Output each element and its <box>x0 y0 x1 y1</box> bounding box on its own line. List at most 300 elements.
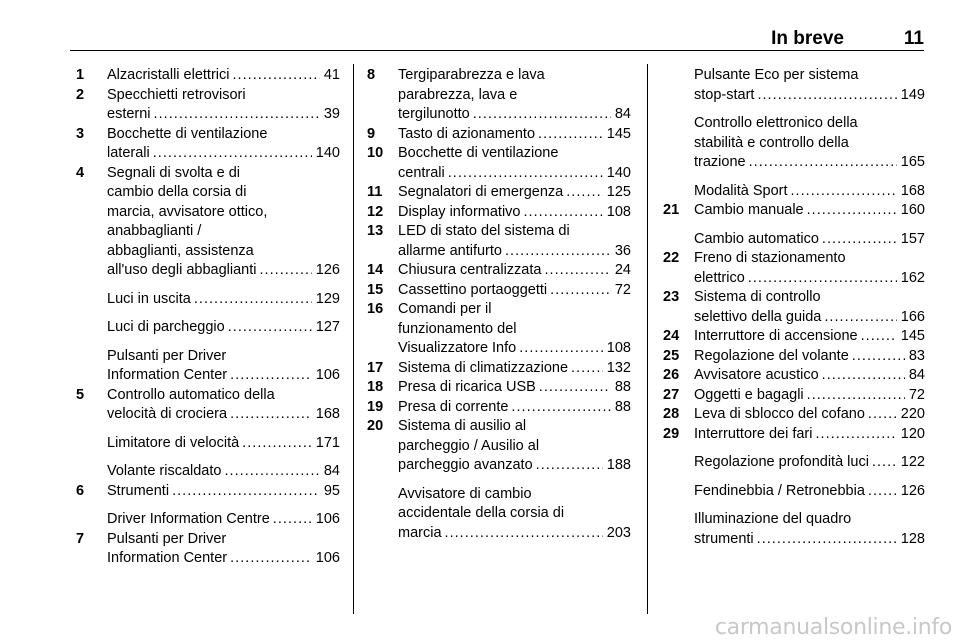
page-reference <box>694 366 925 386</box>
page-link[interactable]: 126 <box>900 482 925 499</box>
entry-text <box>107 386 340 425</box>
item-number: 11 <box>367 184 383 200</box>
index-column-1 <box>76 66 340 569</box>
entry-text <box>694 510 925 549</box>
page-reference <box>398 261 631 281</box>
page-reference <box>694 530 925 550</box>
page-link[interactable]: 41 <box>323 67 340 83</box>
entry-label: Display informativo <box>398 203 521 220</box>
entry-text <box>694 182 925 202</box>
index-entry <box>663 288 925 327</box>
page-reference <box>694 86 925 106</box>
page-reference <box>694 327 925 347</box>
entry-label: velocità di crociera <box>107 406 228 422</box>
entry-text <box>107 510 340 530</box>
page-reference <box>694 308 925 328</box>
entry-text <box>694 249 925 288</box>
entry-label: Driver Information Centre <box>107 511 270 527</box>
page-reference <box>107 482 340 502</box>
item-number: 2 <box>76 86 85 103</box>
entry-label: Strumenti <box>107 482 170 499</box>
dot-leader <box>221 462 319 482</box>
page-link[interactable]: 157 <box>900 230 925 247</box>
dot-leader <box>536 378 611 398</box>
item-number: 12 <box>367 203 384 220</box>
entry-text <box>107 318 340 338</box>
entry-label: Fendinebbia / Retronebbia <box>694 482 865 499</box>
entry-text <box>398 281 631 301</box>
entry-label: strumenti <box>694 530 754 547</box>
page-link[interactable]: 84 <box>614 106 631 122</box>
entry-line: anabbaglianti / <box>107 223 202 239</box>
dot-leader <box>533 456 603 476</box>
item-number: 17 <box>367 359 384 376</box>
index-entry <box>76 125 340 164</box>
dot-leader <box>502 242 611 262</box>
item-number: 28 <box>663 406 680 422</box>
entry-text <box>694 327 925 347</box>
entry-label: selettivo della guida <box>694 308 822 325</box>
entry-label: Cassettino portaoggetti <box>398 281 548 298</box>
dot-leader <box>535 125 603 145</box>
page-link[interactable]: 203 <box>606 524 631 541</box>
entry-line: Controllo automatico della <box>107 386 275 403</box>
index-entry <box>663 386 925 406</box>
page-link[interactable]: 125 <box>606 184 631 200</box>
index-entry <box>367 359 631 379</box>
entry-line: stabilità e controllo della <box>694 134 849 151</box>
page-reference <box>398 359 631 379</box>
index-entry <box>367 66 631 125</box>
index-entry <box>663 347 925 367</box>
entry-line: Pulsanti per Driver <box>107 530 227 547</box>
entry-label: all'uso degli abbaglianti <box>107 262 257 278</box>
page-reference <box>398 125 631 145</box>
index-entry <box>76 318 340 338</box>
page-reference <box>694 230 925 250</box>
dot-leader <box>227 366 312 386</box>
index-entry <box>663 425 925 445</box>
page-link[interactable]: 108 <box>606 340 631 356</box>
entry-label: Presa di corrente <box>398 398 509 415</box>
dot-leader <box>745 269 897 289</box>
index-entry <box>663 201 925 221</box>
entry-label: Cambio automatico <box>694 230 819 247</box>
item-number: 3 <box>76 125 85 142</box>
page-number: 11 <box>903 28 924 49</box>
dot-leader <box>869 453 897 473</box>
index-entry <box>663 405 925 425</box>
page-reference <box>107 434 340 454</box>
page-reference <box>107 261 340 281</box>
page-link[interactable]: 88 <box>614 379 631 395</box>
dot-leader <box>257 261 312 281</box>
entry-label: tergilunotto <box>398 106 470 122</box>
entry-text <box>107 347 340 386</box>
index-entry <box>76 347 340 386</box>
entry-label: Regolazione profondità luci <box>694 454 869 470</box>
entry-text <box>694 453 925 473</box>
page-reference <box>694 182 925 202</box>
page-link[interactable]: 149 <box>900 86 925 103</box>
page-link[interactable]: 188 <box>606 457 631 473</box>
entry-text <box>694 201 925 221</box>
entry-label: Sistema di climatizzazione <box>398 359 569 376</box>
page-reference <box>694 453 925 473</box>
entry-text <box>694 425 925 445</box>
index-entry <box>367 485 631 544</box>
dot-leader <box>516 339 603 359</box>
index-entry <box>663 182 925 202</box>
page-link[interactable]: 162 <box>900 269 925 286</box>
entry-text <box>694 366 925 386</box>
entry-line: Avvisatore di cambio <box>398 485 532 502</box>
entry-label: Oggetti e bagagli <box>694 386 804 403</box>
entry-label: Volante riscaldato <box>107 463 222 479</box>
page-reference <box>107 462 340 482</box>
page-link[interactable]: 106 <box>315 367 340 383</box>
entry-line: Sistema di controllo <box>694 289 821 305</box>
index-entry <box>367 281 631 301</box>
page-link[interactable]: 126 <box>315 262 340 278</box>
entry-label: Information Center <box>107 367 228 383</box>
item-number: 27 <box>663 386 680 403</box>
dot-leader <box>442 524 603 544</box>
page-link[interactable]: 145 <box>606 125 631 142</box>
index-entry <box>663 510 925 549</box>
entry-label: Avvisatore acustico <box>694 367 819 383</box>
page-reference <box>398 203 631 223</box>
entry-text <box>398 203 631 223</box>
page-reference <box>107 66 340 86</box>
page-reference <box>694 425 925 445</box>
page-header <box>70 24 924 51</box>
entry-label: Visualizzatore Info <box>398 340 517 356</box>
column-divider <box>647 64 648 614</box>
index-entry <box>367 222 631 261</box>
page-reference <box>107 290 340 310</box>
page-reference <box>694 153 925 173</box>
entry-line: parcheggio / Ausilio al <box>398 437 540 454</box>
index-entry <box>663 453 925 473</box>
item-number: 29 <box>663 425 680 442</box>
index-entry <box>76 86 340 125</box>
entry-label: Alzacristalli elettrici <box>107 67 230 83</box>
entry-label: laterali <box>107 145 150 161</box>
dot-leader <box>821 308 896 328</box>
item-number: 26 <box>663 367 680 383</box>
item-number: 9 <box>367 125 376 142</box>
page-link[interactable]: 88 <box>614 398 631 415</box>
page-link[interactable]: 166 <box>900 308 925 325</box>
entry-line: Pulsanti per Driver <box>107 347 227 364</box>
entry-line: Sistema di ausilio al <box>398 418 527 434</box>
entry-text <box>694 482 925 502</box>
page-reference <box>398 105 631 125</box>
index-entry <box>663 249 925 288</box>
entry-label: Regolazione del volante <box>694 347 849 364</box>
dot-leader <box>169 482 320 502</box>
page-link[interactable]: 165 <box>900 154 925 170</box>
entry-text <box>398 359 631 379</box>
index-entry <box>367 144 631 183</box>
entry-line: parabrezza, lava e <box>398 86 518 103</box>
index-column-2 <box>367 66 631 543</box>
entry-label: Segnalatori di emergenza <box>398 184 564 200</box>
entry-label: Limitatore di velocità <box>107 434 240 451</box>
page-reference <box>694 201 925 221</box>
dot-leader <box>819 230 897 250</box>
index-entry <box>367 203 631 223</box>
page-link[interactable]: 83 <box>908 347 925 364</box>
entry-text <box>694 114 925 173</box>
item-number: 19 <box>367 398 384 415</box>
item-number: 4 <box>76 164 85 181</box>
page-reference <box>398 398 631 418</box>
page-reference <box>398 164 631 184</box>
entry-text <box>398 300 631 359</box>
page-reference <box>398 339 631 359</box>
index-entry <box>76 462 340 482</box>
dot-leader <box>521 203 603 223</box>
item-number: 18 <box>367 379 384 395</box>
page-reference <box>398 456 631 476</box>
dot-leader <box>191 290 312 310</box>
item-number: 8 <box>367 67 376 83</box>
entry-text <box>398 378 631 398</box>
dot-leader <box>239 434 312 454</box>
page-link[interactable]: 120 <box>900 425 925 442</box>
page-reference <box>398 524 631 544</box>
entry-text <box>694 66 925 105</box>
page-reference <box>398 281 631 301</box>
entry-label: marcia <box>398 524 442 541</box>
page-link[interactable]: 84 <box>908 367 925 383</box>
dot-leader <box>804 386 905 406</box>
entry-text <box>107 462 340 482</box>
entry-label: stop-start <box>694 86 755 103</box>
item-number: 7 <box>76 530 85 547</box>
entry-line: Tergiparabrezza e lava <box>398 67 545 83</box>
entry-line: funzionamento del <box>398 320 517 337</box>
page-reference <box>107 105 340 125</box>
dot-leader <box>445 164 603 184</box>
entry-line: Illuminazione del quadro <box>694 511 852 527</box>
entry-line: accidentale della corsia di <box>398 505 565 521</box>
index-entry <box>367 300 631 359</box>
dot-leader <box>865 405 897 425</box>
entry-text <box>398 125 631 145</box>
dot-leader <box>865 482 897 502</box>
index-entry <box>367 398 631 418</box>
dot-leader <box>849 347 905 367</box>
item-number: 10 <box>367 145 384 161</box>
entry-text <box>398 222 631 261</box>
index-entry <box>76 510 340 530</box>
page-link[interactable]: 168 <box>900 182 925 199</box>
dot-leader <box>788 182 897 202</box>
page-reference <box>107 405 340 425</box>
item-number: 22 <box>663 250 680 266</box>
page-link[interactable]: 24 <box>614 262 631 278</box>
dot-leader <box>150 144 312 164</box>
index-entry <box>367 183 631 203</box>
index-entry <box>367 261 631 281</box>
entry-line: Freno di stazionamento <box>694 250 846 266</box>
entry-text <box>398 144 631 183</box>
entry-text <box>398 417 631 476</box>
item-number: 25 <box>663 347 680 364</box>
page-reference <box>694 482 925 502</box>
page-reference <box>107 144 340 164</box>
entry-line: Bocchette di ventilazione <box>398 145 559 161</box>
entry-text <box>107 66 340 86</box>
dot-leader <box>227 549 312 569</box>
index-entry <box>367 125 631 145</box>
item-number: 6 <box>76 482 85 499</box>
entry-label: Interruttore dei fari <box>694 425 813 442</box>
entry-label: parcheggio avanzato <box>398 457 533 473</box>
entry-text <box>107 530 340 569</box>
entry-text <box>398 183 631 203</box>
page-link[interactable]: 145 <box>900 328 925 344</box>
entry-line: Bocchette di ventilazione <box>107 125 268 142</box>
page-link[interactable]: 127 <box>315 319 340 335</box>
page-link[interactable]: 106 <box>315 550 340 566</box>
entry-text <box>694 230 925 250</box>
page-link[interactable]: 128 <box>900 530 925 547</box>
item-number: 23 <box>663 289 680 305</box>
entry-line: abbaglianti, assistenza <box>107 242 254 259</box>
page-link[interactable]: 108 <box>606 203 631 220</box>
dot-leader <box>541 261 610 281</box>
page-link[interactable]: 168 <box>315 406 340 422</box>
dot-leader <box>568 359 603 379</box>
dot-leader <box>746 153 897 173</box>
page-link[interactable]: 84 <box>323 463 340 479</box>
page-reference <box>398 378 631 398</box>
dot-leader <box>754 530 897 550</box>
page-link[interactable]: 122 <box>900 454 925 470</box>
entry-label: Modalità Sport <box>694 182 788 199</box>
entry-line: Pulsante Eco per sistema <box>694 67 859 83</box>
page-reference <box>398 183 631 203</box>
page-link[interactable]: 140 <box>606 164 631 181</box>
entry-line: Comandi per il <box>398 301 492 317</box>
dot-leader <box>229 66 319 86</box>
page-reference <box>107 510 340 530</box>
entry-label: Interruttore di accensione <box>694 328 858 344</box>
entry-text <box>398 398 631 418</box>
index-entry <box>663 66 925 105</box>
dot-leader <box>508 398 610 418</box>
item-number: 14 <box>367 262 384 278</box>
page-link[interactable]: 39 <box>323 106 340 122</box>
dot-leader <box>270 510 312 530</box>
section-title: In breve <box>771 28 844 49</box>
entry-line: marcia, avvisatore ottico, <box>107 203 268 220</box>
dot-leader <box>858 327 897 347</box>
item-number: 21 <box>663 202 680 218</box>
entry-text <box>398 485 631 544</box>
page-reference <box>694 386 925 406</box>
entry-label: centrali <box>398 164 445 181</box>
entry-text <box>107 482 340 502</box>
entry-label: Information Center <box>107 550 228 566</box>
page-link[interactable]: 95 <box>323 482 340 499</box>
page-link[interactable]: 72 <box>908 386 925 403</box>
entry-label: Tasto di azionamento <box>398 125 536 142</box>
page-link[interactable]: 132 <box>606 359 631 376</box>
index-entry <box>76 290 340 310</box>
index-entry <box>76 434 340 454</box>
dot-leader <box>754 86 896 106</box>
page-link[interactable]: 140 <box>315 145 340 161</box>
entry-text <box>694 405 925 425</box>
dot-leader <box>227 405 312 425</box>
index-entry <box>76 66 340 86</box>
dot-leader <box>563 183 603 203</box>
page-link[interactable]: 129 <box>315 290 340 307</box>
column-divider <box>353 64 354 614</box>
entry-text <box>694 386 925 406</box>
entry-line: Segnali di svolta e di <box>107 164 240 181</box>
page-reference <box>398 242 631 262</box>
index-entry <box>76 386 340 425</box>
index-entry <box>663 230 925 250</box>
entry-line: LED di stato del sistema di <box>398 223 570 239</box>
index-entry <box>76 164 340 281</box>
index-entry <box>76 482 340 502</box>
entry-label: esterni <box>107 106 151 122</box>
item-number: 15 <box>367 281 384 298</box>
entry-label: Leva di sblocco del cofano <box>694 406 865 422</box>
item-number: 5 <box>76 386 85 403</box>
page-link[interactable]: 160 <box>900 202 925 218</box>
entry-label: elettrico <box>694 269 745 286</box>
index-entry <box>367 417 631 476</box>
dot-leader <box>470 105 611 125</box>
page-reference <box>107 549 340 569</box>
item-number: 24 <box>663 328 680 344</box>
dot-leader <box>812 425 896 445</box>
index-entry <box>76 530 340 569</box>
page-link[interactable]: 220 <box>900 406 925 422</box>
entry-text <box>107 164 340 281</box>
page-link[interactable]: 72 <box>614 281 631 298</box>
entry-text <box>694 347 925 367</box>
entry-line: Specchietti retrovisori <box>107 86 246 103</box>
entry-label: Cambio manuale <box>694 202 804 218</box>
page-link[interactable]: 106 <box>315 511 340 527</box>
page-link[interactable]: 36 <box>614 242 631 259</box>
page-reference <box>107 318 340 338</box>
watermark-text: carmanualsonline.info <box>714 615 952 640</box>
item-number: 16 <box>367 301 384 317</box>
entry-label: Luci di parcheggio <box>107 319 225 335</box>
item-number: 1 <box>76 67 85 83</box>
dot-leader <box>547 281 611 301</box>
entry-text <box>398 261 631 281</box>
index-entry <box>663 482 925 502</box>
entry-text <box>694 288 925 327</box>
page-link[interactable]: 171 <box>315 434 340 451</box>
entry-label: Chiusura centralizzata <box>398 262 542 278</box>
index-entry <box>367 378 631 398</box>
entry-label: Luci in uscita <box>107 290 191 307</box>
item-number: 13 <box>367 223 384 239</box>
page-reference <box>107 366 340 386</box>
